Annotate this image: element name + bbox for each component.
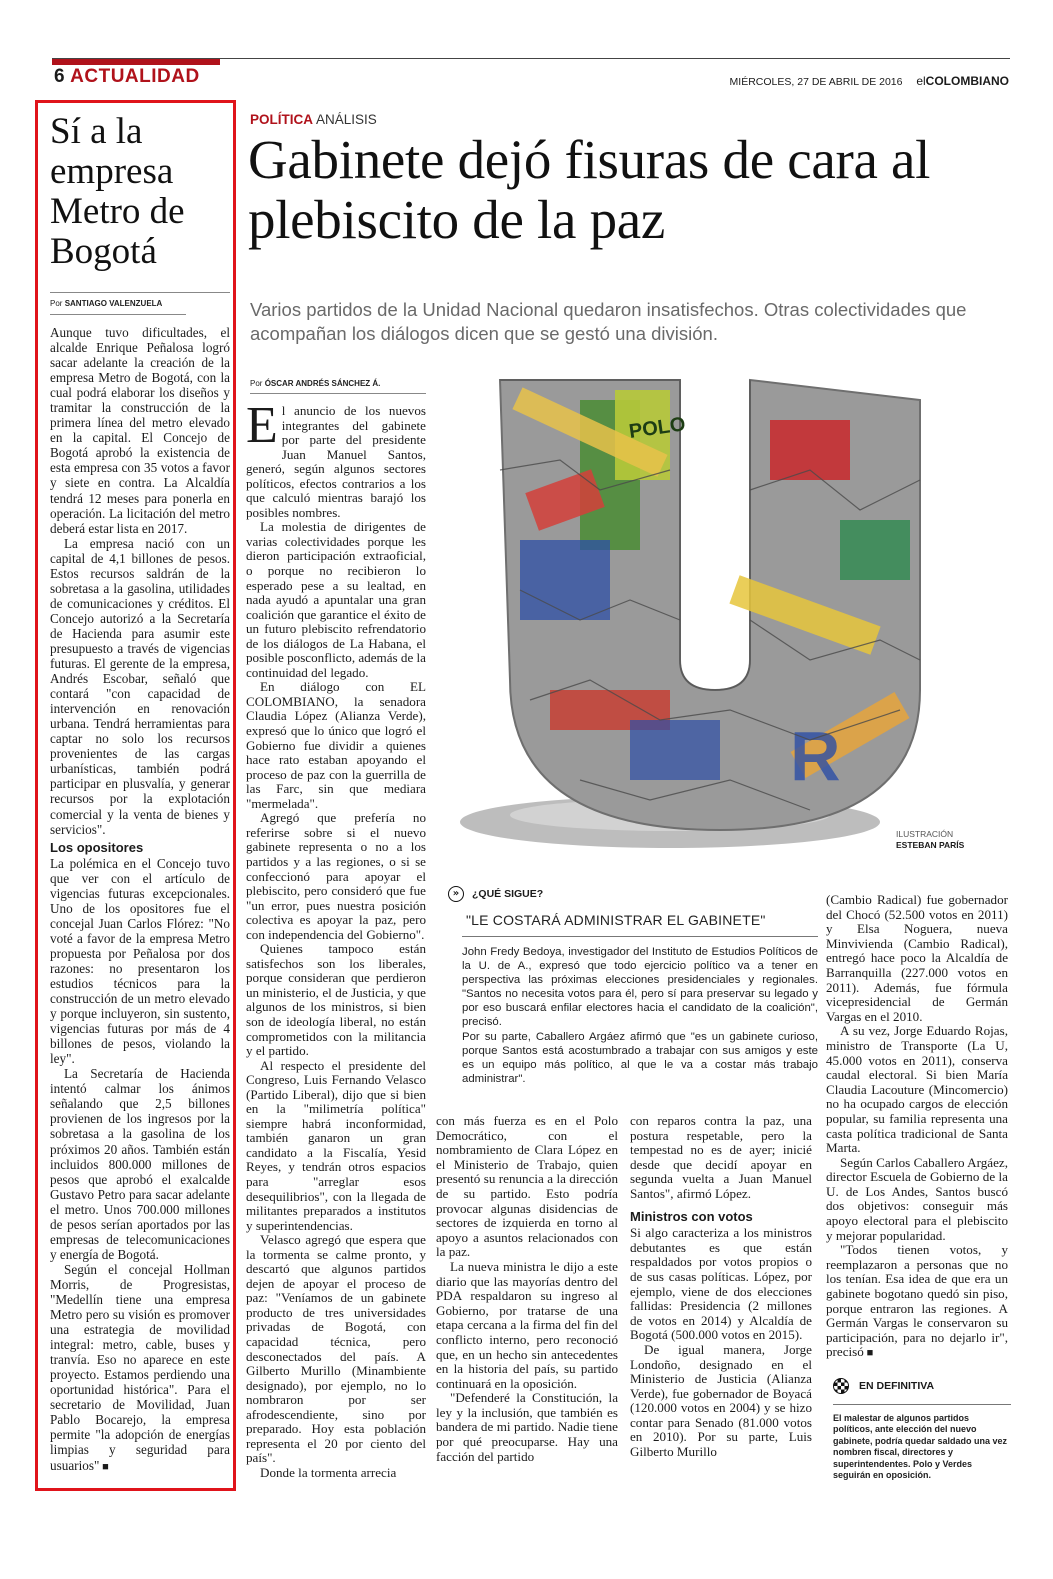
paragraph: con más fuerza es en el Polo Democrático, con el nombramiento de Clara López en el Ministerio de Trabajo, quien presentó su renuncia a la dirección de su partido. Esto podría provocar algunas disidencias de sectores de izquierda en torno al apoyo a asuntos relacionados con la paz. (436, 1113, 618, 1260)
double-chevron-right-icon: » (448, 886, 464, 902)
main-headline: Gabinete dejó fisuras de cara al plebiscito de la paz (248, 129, 931, 250)
paragraph: Según el concejal Hollman Morris, de Progresistas, "Medellín tiene una empresa Metro pero su visión es promover una estrategia de movilidad integral: metro, cable, buses y tranvía. Eso no aparece en este proyecto. Estamos perdiendo una oportunidad histórica". Para el secretario de Movilidad, Juan Pablo Bocarejo, la empresa permite "la adopción de energías limpias y seguridad para usuarios" ■ (50, 1262, 230, 1475)
en-definitiva-box (833, 1378, 1011, 1481)
main-byline: Por ÓSCAR ANDRÉS SÁNCHEZ Á. (250, 379, 381, 388)
byline-rule (250, 393, 426, 394)
sidebar-headline: Sí a la empresa Metro de Bogotá (50, 111, 185, 272)
paragraph: Aunque tuvo dificultades, el alcalde Enrique Peñalosa logró sacar adelante la creación de la empresa Metro de Bogotá, con la cual podrá elaborar los diseños y tramitar la construcción de la primera línea del metro elevado en la capital. El Concejo de Bogotá aprobó la existencia de esta empresa con 35 votos a favor y siete en contra. La Alcaldía tendrá 12 meses para ponerla en operación. La licitación del metro deberá estar lista en 2017. (50, 325, 230, 536)
paragraph: La empresa nació con un capital de 4,1 billones de pesos. Estos recursos saldrán de la sobretasa a la gasolina, utilidades de comunicaciones y créditos. El Concejo autorizó a la Secretaría de Hacienda para asumir este presupuesto a través de vigencias futuras. El gerente de la empresa, Andrés Escobar, señaló que contará "con capacidad de intervención en renovación urbana. Tendrá herramientas para captar no solo los recursos provenientes de las cargas urbanísticas, también podrá participar en plusvalía, y generar recursos por la explotación comercial y la venta de bienes y servicios". (50, 535, 230, 837)
sidebar-byline: Por SANTIAGO VALENZUELA (50, 299, 163, 308)
paragraph: (Cambio Radical) fue gobernador del Chocó (52.500 votos en 2011) y Elsa Noguera, nueva Minvivienda (Cambio Radical), entregó hace poco la Alcaldía de Barranquilla (227.000 votos en 2011). Además, fue fórmula vicepresidencial de Germán Vargas en el 2010. (826, 892, 1008, 1024)
sticker-polo: POLO (627, 413, 687, 443)
main-column-2 (436, 1114, 618, 1464)
paragraph: La Secretaría de Hacienda intentó calmar los ánimos señalando que 2,5 billones provienen de los ingresos por la sobretasa a la gasolina de los próximos 20 años. También están incluidos 800.000 millones de pesos que aprobó el exalcalde Gustavo Petro para sacar adelante el metro. Unos 700.000 millones de pesos serían aportados por las empresas de telecomunicaciones y energía de Bogotá. (50, 1066, 230, 1262)
paragraph: John Fredy Bedoya, investigador del Instituto de Estudios Políticos de la U. de A., expresó que todo ejercicio político va a tener en perspectiva las próximas elecciones presidenciales y regionales. "Santos no necesita votos para él, pero sí para preservar su legado y por eso buscará enfilar electores hacia el candidato de la coalición", precisó. (462, 946, 818, 1029)
paragraph: Agregó que prefería no referirse sobre si el nuevo gabinete representa o no a los partidos y a las regiones, o si se confeccionó para apoyar el plebiscito, pero consideró que fue "un error, pues nuestra posición colectiva es apoyar la paz, pero con independencia del Gobierno". (246, 810, 426, 942)
illustration-credit: ILUSTRACIÓN ESTEBAN PARÍS (896, 829, 965, 850)
paragraph: Quienes tampoco están satisfechos son los liberales, porque consideran que perdieron un ministerio, el de Justicia, y que algunos de los ministros, si bien son de ideología liberal, no están comprometidos con la militancia y el partido. (246, 941, 426, 1059)
en-definitiva-label: EN DEFINITIVA (859, 1380, 935, 1392)
paragraph: con reparos contra la paz, una postura respetable, pero la tempestad no es de ayer; inicié desde que decidí apoyar en segunda vuelta a Juan Manuel Santos", afirmó López. (630, 1113, 812, 1201)
deck: Varios partidos de la Unidad Nacional quedaron insatisfechos. Otras colectividades que acompañan los diálogos dicen que se gestó una división. (250, 299, 967, 344)
section-name: ACTUALIDAD (70, 66, 200, 87)
paragraph: La molestia de dirigentes de varias colectividades porque les dieron participación extraoficial, o porque no recibieron lo esperado pese a su lealtad, en nada ayudó a apuntalar una gran coalición que garantice el éxito de un futuro plebiscito refrendatorio de los diálogos de La Habana, el posible posconflicto, además de la continuidad del legado. (246, 519, 426, 680)
masthead-info (730, 74, 1009, 88)
paragraph: Velasco agregó que espera que la tormenta se calme pronto, y descartó que algunos partidos dejen de apoyar el proceso de paz: "Veníamos de un gabinete producto de tres universidades privadas de Bogotá, con capacidad técnica, pero desconectados del país. A Gilberto Murillo (Minambiente designado), por ejemplo, no lo nombraron por ser afrodescendiente, sino por preparado. Hoy esta población representa el 20 por ciento del país". (246, 1232, 426, 1466)
paragraph: Por su parte, Caballero Argáez afirmó que "es un gabinete curioso, porque Santos está acostumbrado a trabajar con sus amigos y este es un equipo más político, al que le va a costar más trabajo administrar". (462, 1030, 818, 1085)
que-sigue-label: ¿QUÉ SIGUE? (472, 888, 544, 900)
drop-cap: E (246, 397, 278, 454)
paragraph: "Todos tienen votos, y reemplazaron a personas que no los tenían. Esa idea de que era un gabinete bogotano quedó sin piso, porque entraron las regiones. A Germán Vargas le conservaron su participación, para no dejarlo ir", precisó ■ (826, 1243, 1008, 1361)
paragraph: La nueva ministra le dijo a este diario que las mayorías dentro del PDA respaldaron su ingreso al Gobierno, por tratarse de una etapa cercana a la firma del fin del conflicto interno, pero reconoció que, en un hecho sin antecedentes en la historia del país, su partido continuará en la oposición. (436, 1258, 618, 1391)
main-column-4 (826, 893, 1008, 1361)
checkered-icon (833, 1378, 849, 1394)
paragraph: Donde la tormenta arrecia (260, 1464, 397, 1480)
section-accent-bar (52, 59, 220, 65)
column-subhead: Ministros con votos (630, 1208, 753, 1224)
paragraph: Al respecto el presidente del Congreso, Luis Fernando Velasco (Partido Liberal), dijo que si bien en la "milimetría política" siempre habrá inconformidad, también ganaron un gran candidato a la Fiscalía, Yesid Reyes, y tendrán otros espacios para "arreglar esos desequilibrios", con la llegada de militantes preparados a institutos y superintendencias. (246, 1057, 426, 1233)
paragraph: Según Carlos Caballero Argáez, director Escuela de Gobierno de la U. de Los Andes, Santos buscó dos objetivos: conseguir más apoyo electoral para el plebiscito y mejorar popularidad. (826, 1154, 1008, 1243)
sidebar-body (50, 325, 230, 1475)
paragraph: De igual manera, Jorge Londoño, designado en el Ministerio de Justicia (Alianza Verde), fue gobernador de Boyacá (120.000 votos en 2004) y se hizo contar para Senado (81.000 votos en 2010). Por su parte, Luis Gilberto Murillo (630, 1341, 812, 1460)
brand-logo: elCOLOMBIANO (916, 74, 1009, 88)
que-sigue-title: "LE COSTARÁ ADMINISTRAR EL GABINETE" (466, 912, 766, 928)
illustration (430, 360, 1020, 860)
sticker-r: R (790, 717, 841, 795)
sidebar-subhead: Los opositores (50, 839, 144, 855)
issue-date: MIÉRCOLES, 27 DE ABRIL DE 2016 (729, 76, 903, 88)
lead-paragraph: El anuncio de los nuevos integrantes del gabinete por parte del presidente Juan Manuel Santos, generó, según algunos sectores políticos, efectos contrarios a los que calculó mientras barajó los posibles nombres. (246, 397, 426, 520)
paragraph: A su vez, Jorge Eduardo Rojas, ministro de Transporte (La U, 45.000 votos en 2011), conserva caudal electoral. Si bien María Claudia Lacouture (Mincomercio) no ha ocupado cargos de elección popular, su familia representa una casta política tradicional de Santa Marta. (826, 1023, 1008, 1156)
page-number: 6 (54, 66, 66, 87)
main-column-3 (630, 1114, 812, 1460)
sidebar-story (50, 112, 230, 1475)
paragraph: Si algo caracteriza a los ministros debutantes es que están respaldados por votos propios o de sus casas políticas. López, por ejemplo, viene de dos elecciones fallidas: Presidencia (2 millones de votos en 2014) y Alcaldía de Bogotá (500.000 votos en 2015). (630, 1225, 812, 1343)
section-header (54, 66, 200, 88)
en-definitiva-text: El malestar de algunos partidos políticos, ante elección del nuevo gabinete, podría quedar saldado una vez nombren fiscal, directores y superintendentes. Polo y Verdes seguirán en oposición. (833, 1413, 1008, 1481)
que-sigue-box (448, 886, 818, 1086)
main-column-1 (246, 397, 426, 1480)
kicker: POLÍTICA ANÁLISIS (250, 112, 377, 127)
paragraph: "Defenderé la Constitución, la ley y la inclusión, que también es bandera de mi partido. Nadie tiene por qué preocuparse. Hay una facción del partido (436, 1390, 618, 1464)
paragraph: En diálogo con EL COLOMBIANO, la senadora Claudia López (Alianza Verde), expresó que lo único que logró el Gobierno fue dividir a quienes hace rato estaban apoyando el proceso de paz con la guerrilla de las Farc, sin que mediara "mermelada". (246, 679, 426, 811)
paragraph: La polémica en el Concejo tuvo que ver con el artículo de vigencias futuras excepcionales. Uno de los opositores fue el concejal Juan Carlos Flórez: "No voté a favor de la empresa Metro propuesta por Peñalosa por dos razones: no presentaron los estudios técnicos para la construcción de un metro elevado y porque incluyeron, sin sustento, vigencias futuras por más de 4 billones de pesos, violando la ley". (50, 855, 230, 1067)
